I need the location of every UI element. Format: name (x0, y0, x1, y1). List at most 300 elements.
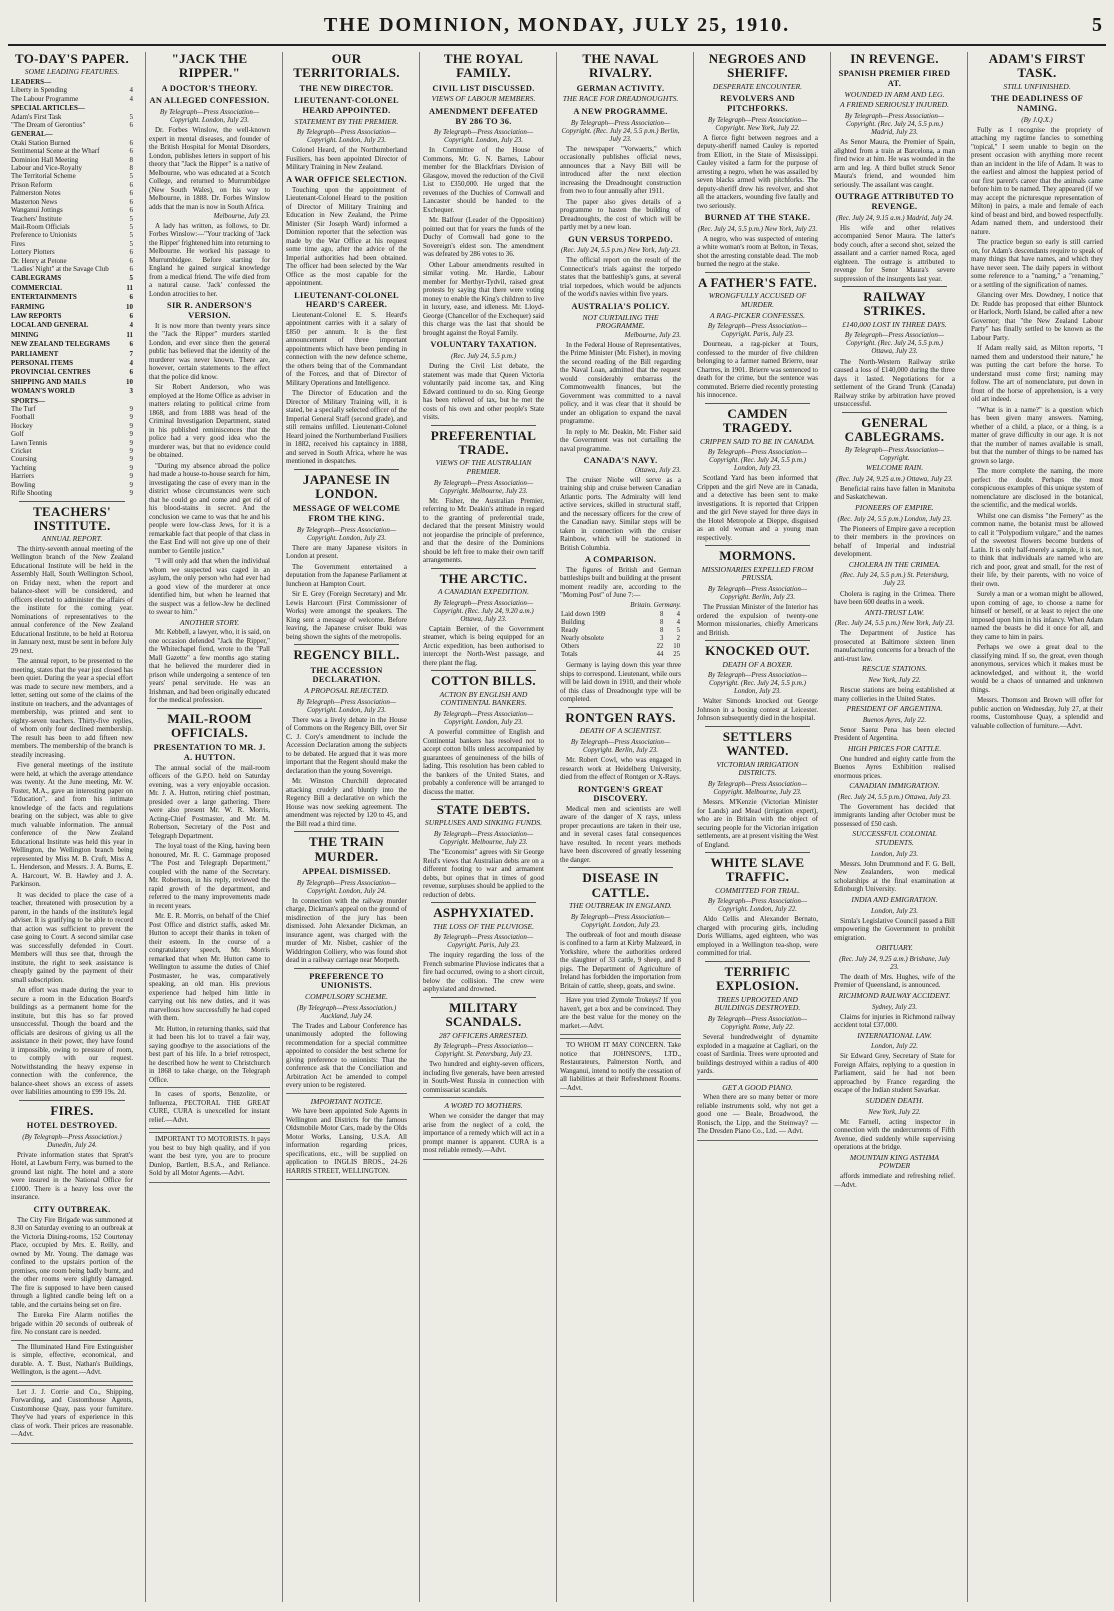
index-item-name: Lawn Tennis (11, 438, 48, 447)
mormons-title: MORMONS. (719, 548, 796, 564)
dateline: By Telegraph—Press Association—Copyright. New York, July 22. (707, 115, 808, 132)
index-item-name: FARMING (11, 302, 45, 311)
table-cell: Others (561, 643, 580, 651)
dateline: (Rec. July 24, 9.15 a.m.) Madrid, July 24. (835, 213, 954, 222)
father-title: A FATHER'S FATE. (697, 274, 818, 290)
paragraph: Colonel Heard, of the Northumberland Fusiliers, has been appointed Director of Military Training in New Zealand. (286, 146, 407, 172)
paragraph: It was decided to place the case of a teacher, threatened with prosecution by a parent, in the hands of the institute's legal adviser. It is gratifying to be able to record that action was sufficient to prevent the case going to Court. A second similar case was successfully defended in Court. Members will thus see that, through the institute, the right to seek assistance is cheaply gained by the payment of their small subscription. (11, 890, 133, 984)
index-item-name: LAW REPORTS (11, 311, 62, 320)
index-item-page: 10 (126, 377, 133, 386)
paragraph: Mr. Hutton, in returning thanks, said that it had been his lot to travel a fair way, saying goodbye to the associations of the best part of his life. In a brief retrospect, he described how he went to Christchurch in 1868 to take charge, on the Telegraph Office. (149, 1024, 270, 1084)
subtitle: AMENDMENT DEFEATED BY 286 TO 36. (428, 106, 539, 126)
divider (294, 831, 399, 832)
subtitle: REVOLVERS AND PITCHFORKS. (720, 94, 795, 113)
cablegram-heading: INTERNATIONAL LAW. (857, 1030, 932, 1040)
index-item-page (123, 397, 133, 405)
cablegram-text: The Department of Justice has prosecuted at Baltimore sixteen linen manufacturing concerns for a breach of the anti-trust law. (834, 629, 955, 663)
index-item-name: LEADERS— (11, 78, 52, 87)
index-item-name: Yachting (11, 463, 36, 472)
index-item (11, 455, 133, 463)
subtitle: THE DEADLINESS OF NAMING. (990, 94, 1084, 113)
index-item-name: Cricket (11, 447, 32, 456)
battleship-table (560, 611, 681, 659)
index-item (11, 95, 133, 103)
teachers-body (11, 545, 133, 1097)
paragraph: Touching upon the appointment of Lieutenant-Colonel Heard to the position of Director of Military Training and Education in New Zealand, the Prime Minister (Sir Joseph Ward) informed a Dominion reporter that the selection was made by the War Office at his request some time ago, after the advice of the Imperial authorities had been obtained. The officer had been selected by the War Office as the most capable for the appointment. (286, 185, 407, 288)
index-item (11, 405, 133, 413)
index-item-page: 6 (129, 248, 133, 257)
index-item (11, 223, 133, 231)
subtitle: MESSAGE OF WELCOME FROM THE KING. (292, 504, 401, 524)
explosion-title: TERRIFIC EXPLOSION. (716, 963, 799, 994)
ripper-subtitle: AN ALLEGED CONFESSION. (149, 96, 270, 106)
divider (705, 640, 810, 641)
index-item-page: 10 (126, 302, 133, 311)
hotel-body: Private information states that Spratt's Hotel, at Lawburn Ferry, was burned to the ground last night. The hotel and a store were insured in the National Office for £1000. There is a heavy loss over the insurance. (11, 1150, 133, 1202)
article-text: Walter Simonds knocked out George Johnson in a boxing contest at Leicester. Johnson subsequently died in the hospital. (697, 697, 818, 723)
article-body (286, 186, 407, 288)
paragraph: The practice begun so early is still carried on, for Adam's descendants require to speak of many things that have names, and which they have never seen. The daily papers in without some reference to a "naming," a "renaming," or a settling of the signification of names. (971, 238, 1103, 289)
paragraph: Mr. Kebbell, a lawyer, who, it is said, on one occasion defended "Jack the Ripper," the Whitechapel fiend, wrote to the "Pall Mall Gazette" a few months ago stating that he believed the murderer died in prison while undergoing a sentence of ten years' penal servitude. He was an Irishman, and had been originally educated for the medical profession. (149, 628, 270, 705)
advertisement (286, 1093, 407, 1181)
paragraph: In Committee of the House of Commons, Mr. G. N. Barnes, Labour member for the Blackfriars Division of Glasgow, moved the reduction of the Civil List to £350,000. He urged that the revenues of the Duchies of Cornwall and Lancaster should be handed to the Exchequer. (423, 146, 544, 214)
index-item (11, 257, 133, 265)
index-subtitle: SOME LEADING FEATURES. (24, 67, 120, 77)
paragraph: "I will only add that when the individual whom we suspected was caged in an asylum, the only person who had ever had a good view of the murderer at once identified him, but when he learned that the suspect was a fellow-Jew he declined to swear to him." (149, 557, 270, 616)
article-text: The inquiry regarding the loss of the French submarine Pluviose indicates that a fire had occurred, owing to a short circuit, below the collision. The crew were asphyxiated and drowned. (423, 951, 544, 994)
subtitle: CANADA'S NAVY. (583, 456, 658, 466)
paragraph: The Government entertained a deputation from the Japanese Parliament at luncheon at Hampton Court. (286, 562, 407, 588)
cablegram-text: Messrs. John Drummond and F. G. Bell, New Zealanders, won medical scholarships at the final examination at Edinburgh University. (834, 859, 955, 894)
article-text: The figures of British and German battleships built and building at the present moment readily are, according to the "Morning Post" of June 7:— (560, 565, 681, 600)
paragraph: A lady has written, as follows, to Dr. Forbes Winslow:—"Your tracking of 'Jack the Ripper' frightened him into returning to Melbourne. He worked his passage to Murrumbidgee. Before starting for England he gained surgical knowledge from a medical friend. The wife died from a natural cause. 'Jack' confessed the London atrocities to her. (149, 221, 271, 298)
table-cell: 2 (676, 635, 680, 643)
index-item-page: 9 (129, 455, 133, 464)
cablegram-text: Rescue stations are being established at many collieries in the United States. (834, 686, 955, 703)
paragraph: The Eureka Fire Alarm notifies the brigade within 20 seconds of outbreak of fire. No constant care is needed. (11, 1311, 133, 1337)
index-item (11, 321, 133, 329)
cablegram-item (834, 464, 955, 502)
subtitle: TREES UPROOTED AND BUILDINGS DESTROYED. (714, 994, 801, 1013)
article-text: In connection with the railway murder charge, Dickman's appeal on the ground of misdirection of the jury has been dismissed. John Alexander Dickman, an insurance agent, was charged with the murder of Mr. Nisbet, cashier of the Widdrington Colliery, who was found shot dead in a railway carriage near Morpeth. (286, 896, 407, 965)
cablegram-text: The Government has decided that immigrants landing after October must be possessed of £50 cash. (834, 802, 955, 828)
dateline: By Telegraph—Press Association—Copyright. London, July 22. (707, 897, 808, 914)
cablegram-dateline: (Rec. July 24, 5.5 p.m.) London, July 23. (837, 514, 952, 523)
index-item (11, 121, 133, 129)
column-5 (556, 52, 684, 1602)
article-body (286, 544, 407, 642)
article-text: Mr. Fisher, the Australian Premier, referring to Mr. Deakin's attitude in regard to the granting of preferential trade, declared that the present Ministry would not jeopardise the principle of preference, and that the desire of the Dominions should be left free to make their own tariff arrangements. (423, 496, 544, 565)
subtitle: DEATH OF A BOXER. (722, 659, 793, 669)
column-8 (967, 52, 1106, 1602)
index-item-page: 6 (129, 256, 133, 265)
paragraph: Whilst one can dismiss "the Fernery" as the common name, the botanist must be allowed to call it "Polypodium vulgare," and the names of the sweetest flowers become burdens of Latin. It is only half-merely a sample, it is not, to think that individuals are named who are rich and poor, great and small, for the rest of their life, by their parents, with no voice of their own. (971, 511, 1103, 588)
index-item (11, 206, 133, 214)
index-item (11, 164, 133, 172)
subtitle: ACTION BY ENGLISH AND CONTINENTAL BANKERS. (439, 689, 528, 708)
article-text: Captain Bernier, of the Government steamer, which is being equipped for an Arctic expedition, has been authorised to intercept the North-West passage, and there plant the flag. (423, 624, 544, 667)
naval-title: THE NAVAL RIVALRY. (582, 52, 659, 81)
article-text: As Senor Maura, the Premier of Spain, alighted from a train at Barcelona, a man fired twice at him. He was wounded in the arm and leg. A third bullet struck Senor Maura's friend, and wounded him seriously. The assailant was caught. (834, 138, 955, 189)
cablegram-item (834, 944, 955, 990)
preference-title: PREFERENCE TO UNIONISTS. (309, 971, 384, 991)
paragraph: Mr. Balfour (Leader of the Opposition) pointed out that for years the funds of the Duchy of Cornwall had gone to the Sovereign's eldest son. The amendment was defeated by 286 votes to 36. (423, 216, 544, 259)
subtitle: VIEWS OF THE AUSTRALIAN PREMIER. (435, 458, 532, 476)
cablegram-heading: SUCCESSFUL COLONIAL STUDENTS. (852, 829, 937, 848)
index-item-name: Liberty in Spending (11, 86, 67, 95)
index-item (11, 378, 133, 386)
index-item-name: Golf (11, 430, 24, 439)
article-text: Germany is laying down this year three ships to correspond. Lieutenant, while ours will be laid down in 1910, and their whole of this class of Dreadnought type will be completed. (560, 661, 681, 704)
article-text: A fierce fight between negroes and a deputy-sheriff named Cauley is reported from Elliott, in the State of Mississippi. Cauley visited a farm for the purpose of arresting a negro, when he was assailed by seven blacks armed with pitchforks. The deputy-sheriff drew his revolver, and shot all the attackers, wounding five fatally and two seriously. (697, 133, 818, 210)
divider (705, 961, 810, 962)
index-item (11, 274, 133, 282)
divider (19, 501, 125, 502)
table-row (560, 635, 681, 643)
index-item-name: SPORTS— (11, 396, 45, 405)
rontgen-title: RONTGEN RAYS. (565, 709, 676, 725)
table-cell: 4 (676, 619, 680, 627)
subtitle: SURPLUSES AND SINKING FUNDS. (424, 818, 543, 828)
subtitle: A CANADIAN EXPEDITION. (437, 587, 530, 596)
index-item-name: Labour and Vice-Royalty (11, 164, 82, 173)
article-text: Scotland Yard has been informed that Crippen and the girl Neve are in Canada, and a detective has been sent to make investigations. It is reported that Crippen and the girl Neve stayed for three days in the Hotel Metropole at Dieppe, disguised as an old woman and a young man respectively. (697, 474, 818, 542)
article-text: The "Economist" agrees with Sir George Reid's views that Australian debts are on a different footing to war and armament debts, but opines that in times of good revenue, surpluses should be applied to the reduction of debts. (423, 848, 544, 899)
index-item-page: 9 (129, 430, 133, 439)
article-text: Messrs. M'Kenzie (Victorian Minister for Lands) and Mead (irrigation expert), who are in Britain with the object of securing people for the Victorian irrigation settlements, are at present visiting the West of England. (697, 798, 818, 849)
index-item (11, 198, 133, 206)
dateline: By Telegraph—Press Association—Copyright. London, July 23. (433, 710, 534, 727)
index-item (11, 284, 133, 292)
paragraph: Mr. E. R. Morris, on behalf of the Chief Post Office and district staffs, asked Mr. Hutton to accept their thanks in token of their esteem. In the course of a congratulatory speech, Mr. Morris remarked that when Mr. Hutton came to Wellington to assume the duties of Chief Postmaster, he was, comparatively speaking, an old man. His previous experience had helped him little in carrying out his new duties, and it was marvellous how successfully he had coped with them. (149, 912, 270, 1023)
dateline: (Rec. July 24, 5.5 p.m.) New York, July 23. (697, 224, 818, 233)
cablegram-heading: INDIA AND EMIGRATION. (851, 894, 938, 904)
cattle-title: DISEASE IN CATTLE. (582, 870, 659, 900)
ad-text: In cases of sports, Benzolite, or Influenza, PECTORAL THE GREAT CURE, CURA is unexcelled for instant relief.—Advt. (149, 1090, 270, 1124)
index-item-page: 6 (129, 368, 133, 377)
cablegram-heading: PRESIDENT OF ARGENTINA. (846, 704, 943, 714)
index-item-page: 11 (126, 283, 133, 292)
dateline: By Telegraph—Press Association—Copyright. London, July 23. (296, 697, 397, 714)
subtitle: VOLUNTARY TAXATION. (430, 340, 537, 350)
paragraph: Perhaps we owe a great deal to the classifying mind. If so, the great, even though anonymous, services which it makes must be acknowledged, and without it, the world would be a chaos of unnamed and unknown things. (971, 643, 1103, 694)
paragraph: There are many Japanese visitors in London at present. (286, 543, 407, 561)
cablegram-dateline: New York, July 22. (868, 676, 921, 685)
table-cell: Nearly obsolete (561, 635, 604, 643)
divider (431, 670, 536, 671)
index-item-page: 9 (129, 438, 133, 447)
index-item (11, 231, 133, 239)
index-item (11, 359, 133, 367)
index-item-page: 9 (129, 480, 133, 489)
paragraph: It is now more than twenty years since the "Jack the Ripper" murders startled London, and ever since then the general public has believed that the identity of the murderer was never known. There are, however, certain statements to the effect that the police did know. (149, 321, 270, 381)
cablegram-dateline: (Rec. July 24, 9.25 a.m.) Brisbane, July 23. (839, 954, 950, 971)
cablegram-heading: CHOLERA IN THE CRIMEA. (848, 559, 941, 569)
index-item-page: 8 (129, 155, 133, 164)
cablegrams-title: GENERAL CABLEGRAMS. (844, 414, 945, 444)
table-cell: 5 (676, 627, 680, 635)
cablegram-dateline: Sydney, July 23. (871, 1002, 918, 1011)
article-body (149, 764, 270, 1085)
index-item-name: The Turf (11, 405, 36, 414)
index-item (11, 293, 133, 301)
paragraph: The paper also gives details of a programme to hasten the building of Dreadnoughts, the cost of which will be partly met by a new loan. (560, 197, 681, 232)
divider (157, 708, 262, 709)
ad-title: A WORD TO MOTHERS. (444, 1101, 523, 1111)
divider (705, 272, 810, 273)
index-item-name: SHIPPING AND MAILS (11, 377, 87, 386)
index-item-page: 5 (129, 214, 133, 223)
dateline: By Telegraph—Press Association—Copyright. London, July 23. (159, 107, 260, 124)
divider (294, 644, 399, 645)
advertisement (149, 1132, 270, 1183)
index-item-page: 9 (129, 421, 133, 430)
table-row (560, 643, 681, 651)
cablegram-heading: OBITUARY. (876, 943, 913, 953)
cablegram-text: Claims for injuries in Richmond railway accident total £37,000. (834, 1012, 955, 1030)
revenge-title: IN REVENGE. (850, 52, 939, 66)
index-item (11, 331, 133, 339)
cablegram-heading: CANADIAN IMMIGRATION. (849, 781, 940, 791)
cablegram-text: Sir Edward Grey, Secretary of State for Foreign Affairs, replying to a question in Parliament, said he had not been approached by France regarding the escape of the Indian student Savarkar. (834, 1052, 955, 1095)
dateline: (Rec. July 24, 5.5 p.m.) (450, 352, 517, 361)
index-item-name: COMMERCIAL (11, 283, 62, 292)
index-item-name: Wanganui Jottings (11, 206, 63, 215)
hotel-title: HOTEL DESTROYED. (26, 1121, 118, 1131)
cablegram-dateline: London, July 23. (870, 849, 919, 858)
index-item-page (123, 104, 133, 112)
cablegram-dateline: (Rec. July 24, 5.5 p.m.) St. Petersburg, July 23. (840, 571, 949, 588)
railway-title: RAILWAY STRIKES. (863, 289, 926, 319)
index-item-page: 9 (129, 405, 133, 414)
divider (705, 852, 810, 853)
paragraph: Other Labour amendments resulted in similar voting. Mr. Hardie, Labour member for Merthyr-Tydvil, raised great protests by saying that there were voting money to enable the King's children to live in luxury, ease, and idleness. Mr. Lloyd-George (Chancellor of the Exchequer) said this charge was the last that should be brought against the Royal Family. (423, 260, 544, 337)
index-item (11, 248, 133, 256)
paragraph: In reply to Mr. Deakin, Mr. Fisher said the Government was not curtailing the naval programme. (560, 427, 681, 453)
subtitle: VIEWS OF LABOUR MEMBERS. (431, 94, 536, 104)
advertisement (149, 1087, 270, 1129)
cablegram-item (834, 896, 955, 942)
index-item-name: PERSONAL ITEMS (11, 359, 74, 368)
dateline: By Telegraph—Press Association—Copyright. Rome, July 22. (707, 1014, 808, 1032)
paragraph: The annual report, to be presented to the meeting, states that the year just closed has been quiet. During the year a special effort was made to secure new members, and a letter, setting out some of the claims of the institute on teachers, and the advantages of membership, was printed and sent to eighty-seven teachers. Thirty-five replies, of whom only four declined membership. The result has been to add fifteen new members. The membership of the branch is steadily increasing. (11, 657, 133, 759)
subtitle: VICTORIAN IRRIGATION DISTRICTS. (716, 759, 799, 778)
subtitle: SPANISH PREMIER FIRED AT. (838, 69, 951, 88)
table-cell: 44 (656, 651, 664, 659)
paragraph: The loyal toast of the King, having been honoured, Mr. R. C. Gammage proposed "The Post and Telegraph Department," coupled with the name of the Secretary. Mr. Robertson, in his reply, reviewed the rapid growth of the department, and referred to the many improvements made in recent years. (149, 842, 270, 910)
dateline: By Telegraph—Press Association—Copyright. London, July 23. (296, 128, 397, 145)
paragraph: The City Fire Brigade was summoned at 8.30 on Saturday evening to an outbreak at the Victoria Dining-rooms, 152 Courtenay Place, occupied by Mrs. E. Reilly, and owned by Mr. Young. The damage was confined to the upstairs portion of the premises, one room being badly burnt, and the other rooms were slightly damaged. The fire is supposed to have been caused through a lighted candle being left on a table, and the curtains being set on fire. (11, 1215, 133, 1309)
subtitle: WRONGFULLY ACCUSED OF MURDER. (708, 291, 807, 309)
cablegram-item (834, 609, 955, 664)
ripper-subtitle: A DOCTOR'S THEORY. (161, 83, 258, 93)
subtitle: COMPULSORY SCHEME. (305, 991, 388, 1001)
index-item (11, 113, 133, 121)
cablegram-heading: HIGH PRICES FOR CATTLE. (847, 743, 942, 753)
index-item-page: 6 (129, 147, 133, 156)
subtitle: STILL UNFINISHED. (1003, 81, 1071, 91)
index-item-page: 6 (129, 197, 133, 206)
table-row (560, 611, 681, 619)
index-item (11, 430, 133, 438)
index-item (11, 464, 133, 472)
paragraph: Glancing over Mrs. Dowdney, I notice that Dr. Rudde has proposed that either Bluntock or Harlock, North Island, be called after a new Governor; that "the New Zealand Labour Party" has finally settled to be known as the Labour Party. (971, 291, 1103, 342)
divider (842, 286, 947, 287)
subtitle: A PROPOSAL REJECTED. (304, 685, 389, 695)
index-item-page (123, 78, 133, 86)
cablegram-heading: WELCOME RAIN. (865, 463, 924, 473)
article-body (149, 322, 270, 617)
subtitle: A FRIEND SERIOUSLY INJURED. (840, 100, 949, 110)
cablegram-item (834, 561, 955, 607)
cablegrams-list (834, 464, 955, 1189)
cablegram-dateline: New York, July 22. (868, 1107, 921, 1116)
index-item-name: NEW ZEALAND TELEGRAMS (11, 340, 110, 349)
cablegram-dateline: London, July 22. (870, 1042, 919, 1051)
cablegram-dateline: (Rec. July 24, 5.5 p.m.) Ottawa, July 23. (837, 792, 952, 801)
paragraph: Fully as I recognise the propriety of attaching my ragtime fancies to something "topical," I seem unable to begin on the present occasion with anything more recent than an incident in the life of Adam. It was to the earliest and almost the happiest period of our first parent's career that the animals came before him to be named. They appeared (if we may accept the picturesque representation of Milton) in pairs, a male and female of each kind of beast and bird, and bowed respectfully. Adam named them, and understood their nature. (971, 125, 1103, 236)
subtitle: 287 OFFICERS ARRESTED. (438, 1030, 529, 1040)
subtitle: RONTGEN'S GREAT DISCOVERY. (577, 784, 664, 804)
index-item-name: Dr. Henry at Petone (11, 256, 67, 265)
subtitle: MISSIONARIES EXPELLED FROM PRUSSIA. (701, 564, 814, 583)
table-cell: 22 (656, 643, 664, 651)
index-item (11, 215, 133, 223)
divider (705, 726, 810, 727)
table-row (560, 651, 681, 659)
table-cell: Laid down 1909 (561, 611, 606, 619)
masthead (8, 8, 1106, 46)
arctic-title: THE ARCTIC. (439, 570, 528, 586)
dateline: By Telegraph—Press Association—Copyright. (Rec. July 24, 5.5 p.m.) London, July 23. (707, 448, 808, 473)
divider (294, 469, 399, 470)
dateline: By Telegraph—Press Association—Copyright. (844, 446, 945, 463)
cablegram-item (834, 1154, 955, 1189)
subtitle: £140,000 LOST IN THREE DAYS. (842, 319, 947, 329)
cablegram-item (834, 745, 955, 780)
paragraph: Messrs. Thomson and Brown will offer for public auction on Wednesday, July 27, at their rooms, Customhouse Quay, a splendid and valuable collection of furniture.—Advt. (971, 696, 1103, 730)
table-row (560, 627, 681, 635)
cablegram-text: Beneficial rains have fallen in Manitoba and Saskatchewan. (834, 484, 955, 502)
table-cell: 3 (659, 635, 664, 643)
divider (842, 412, 947, 413)
dateline: By Telegraph—Press Association—Copyright. London, July 23. (296, 525, 397, 542)
index-item (11, 86, 133, 94)
subtitle: COMMITTED FOR TRIAL. (714, 885, 800, 895)
index-item-name: PARLIAMENT (11, 349, 59, 358)
divider (294, 968, 399, 969)
ad-text: Have you tried Zymole Trokeys? If you haven't, get a box and be convinced. They are the best value for the money on the market.—Advt. (560, 996, 681, 1030)
paragraph: Dr. Forbes Winslow, the well-known expert in mental diseases, and founder of the British Hospital for Mental Disorders, London, publishes letters in support of his theory that "Jack the Ripper" is a native of Melbourne, who was educated at a Scotch College, and returned to Murrumbidgee (New South Wales), on his way to Melbourne, in 1888. Dr. Forbes Winslow adds that the man is now in South Africa. (149, 126, 270, 211)
cablegram-heading: SUDDEN DEATH. (865, 1095, 924, 1105)
table-cell: Totals (561, 651, 578, 659)
paragraph: "What is in a name?" is a question which has been given many answers. Naming, whether of a child, a place, or a thing, is a matter of grave difficulty in our age. It is not that the number of names available is small, but that the number of things to be named has grown so large. (971, 405, 1103, 465)
royal-family-title: THE ROYAL FAMILY. (443, 52, 524, 81)
dateline: (By Telegraph—Press Association.) Auckland, July 24. (296, 1003, 397, 1020)
index-item (11, 130, 133, 138)
ad-text: We have been appointed Sole Agents in Wellington and Districts for the famous Oldsmobile Motor Cars, made by the Olds Motor Works, Lansing, U.S.A. All information regarding prices, specifications, etc., will be supplied on application to INGLIS BROS., 24-26 HARRIS STREET, WELLINGTON. (286, 1107, 407, 1175)
index-item-page: 5 (129, 274, 133, 283)
index-item-page: 4 (129, 359, 133, 368)
article-text: A negro, who was suspected of entering a white woman's room at Belton, in Texas, shot the arresting constable dead. The mob burned the negro at the stake. (697, 234, 818, 269)
article-body (971, 126, 1103, 731)
paragraph: Sir Robert Anderson, who was employed at the Home Office as adviser in matters relating to political crime from 1868, and from 1888 was head of the Criminal Investigation Department, stated in his published reminiscences that the police had a very good idea who the murderer was, but that no evidence could be obtained. (149, 383, 270, 459)
notice-title: IMPORTANT NOTICE. (310, 1096, 383, 1106)
cablegram-item (834, 504, 955, 559)
article-text: Two hundred and eighty-seven officers, including five generals, have been arrested in South-West Russia in connection with commissariat scandals. (423, 1060, 544, 1094)
index-item (11, 240, 133, 248)
advertisement (423, 1097, 544, 1159)
index-item-page: 4 (129, 86, 133, 95)
index-item-name: Adam's First Task (11, 112, 62, 121)
advertisement (11, 1340, 133, 1382)
article-text: His wife and other relatives accompanied Senor Maura. The latter's body couch, after a second shot, seized the assailant and a carrier named Roca, aged eighteen. The outrage is attributed to revenge for Senor Maura's severe suppression of the insurgents last year. (834, 223, 955, 283)
subtitle: GERMAN ACTIVITY. (576, 83, 665, 93)
index-item (11, 387, 133, 395)
article-text: The Prussian Minister of the Interior has ordered the expulsion of twenty-one Mormon missionaries, chiefly Americans and British. (697, 603, 818, 637)
index-item-page: 9 (129, 447, 133, 456)
subtitle: LIEUTENANT-COLONEL HEARD'S CAREER. (294, 290, 399, 310)
index-list (11, 78, 133, 498)
index-item-page: 8 (129, 164, 133, 173)
index-item-name: Teachers' Institute (11, 214, 62, 223)
dateline: By Telegraph—Press Association—Copyright. Paris, July 23. (707, 322, 808, 339)
index-item-page: 4 (129, 321, 133, 330)
cablegram-text: One hundred and eighty cattle from the Buenos Ayres Exhibition realised enormous prices. (834, 754, 955, 780)
dateline: Ottawa, July 23. (634, 465, 681, 474)
subtitle: A WAR OFFICE SELECTION. (286, 174, 407, 184)
article-body (149, 628, 270, 705)
dateline: By Telegraph—Press Association—Copyright. Melbourne, July 23. (433, 478, 534, 495)
dateline: By Telegraph—Press Association—Copyright. London, July 24. (296, 878, 397, 895)
dateline: By Telegraph—Press Association—Copyright. (Rec. July 24, 5.5 p.m.) Ottawa, July 23. (844, 331, 945, 356)
dateline: Melbourne, July 23. (624, 331, 681, 340)
index-item-page: 7 (129, 349, 133, 358)
index-item (11, 413, 133, 421)
ad-text: When there are so many better or more reliable instruments sold, why not get a good one — Beale, Broadwood, the Ronisch, the Lipp, and the Steinway? — The Dresden Piano Co., Ltd. — Advt. (697, 1093, 818, 1136)
index-item-page: 3 (129, 387, 133, 396)
table-cell: 8 (659, 611, 664, 619)
article-body (560, 341, 681, 454)
index-item-name: Masterton News (11, 197, 58, 206)
cablegram-item (834, 1032, 955, 1095)
article-text: Medical men and scientists are well aware of the danger of X rays, unless proper precautions are taken in their use, and in several cases fatal consequences have resulted. In recent years methods have been discovered of greatly lessening the danger. (560, 804, 681, 864)
cablegram-item (834, 830, 955, 893)
state-debts-title: STATE DEBTS. (436, 802, 531, 818)
index-item-page: 5 (129, 239, 133, 248)
index-item-name: PROVINCIAL CENTRES (11, 368, 91, 377)
article-body (149, 222, 270, 299)
teachers-title: TEACHERS' INSTITUTE. (33, 503, 111, 533)
index-item (11, 78, 133, 86)
paragraph: The annual social of the mail-room officers of the G.P.O. held on Saturday evening, was a very enjoyable occasion. Mr. J. A. Hutton, retiring chief postman, presided over a large gathering. There were also present Mr. W. R. Morris, Acting-Chief Postmaster, and Mr. M. Robertson, Secretary of the Post and Telegraph Department. (149, 763, 270, 840)
article-text: The outbreak of foot and mouth disease is confined to a farm at Kirby Malzeard, in Yorkshire, where the authorities ordered the slaughter of 33 cattle, 9 sheep, and 8 pigs. The Department of Agriculture of Ireland has forbidden the importation from Britain of cattle, sheep, goats, and swine. (560, 930, 681, 990)
regency-title: REGENCY BILL. (293, 647, 400, 663)
subtitle: DESPERATE ENCOUNTER. (712, 81, 803, 91)
index-item-page: 6 (129, 311, 133, 320)
page-number: 5 (1092, 14, 1102, 36)
divider (431, 425, 536, 426)
paragraph: Mr. Winston Churchill deprecated attacking crudely and bluntly into the Regency Bill a declarative on which the House was now seeking agreement. The amendment was rejected by 120 to 45, and the Bill read a third time. (286, 777, 407, 828)
japanese-title: JAPANESE IN LONDON. (302, 471, 391, 502)
index-item-name: MINING (11, 330, 39, 339)
subtitle: BURNED AT THE STAKE. (704, 213, 811, 223)
ad-text: Let J. J. Corrie and Co., Shipping, Forwarding, and Customhouse Agents, Customhouse Quay, pass your furniture. They've had years of experience in this class of work. Their prices are reasonable.—Advt. (11, 1387, 133, 1439)
cablegram-text: affords immediate and refreshing relief.—Advt. (834, 1172, 955, 1189)
article-text: The North-Western Railway strike caused a loss of £140,000 during the three days it lasted. Negotiations for a settlement of the Grand Trunk (Canada) Railway strike by arbitration have proved unsuccessful. (834, 357, 955, 408)
cablegram-text: Simla's Legislative Council passed a Bill empowering the Government to prohibit emigration. (834, 916, 955, 942)
index-item (11, 340, 133, 348)
